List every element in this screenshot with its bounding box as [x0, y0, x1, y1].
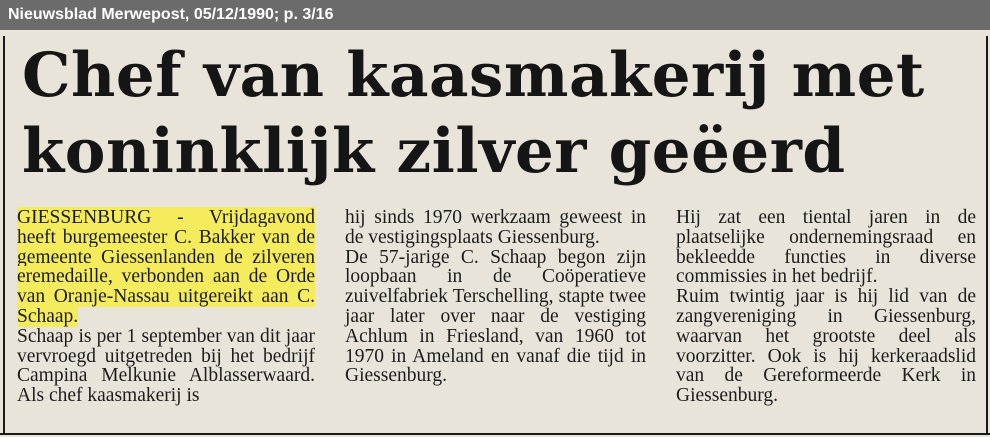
highlighted-text: GIESSENBURG - Vrijdagavond heeft burgemeester C. Bakker van de gemeente Giessenlanden de zilveren eremedaille, verbonden aan de Orde van Oranje-Nassau uitgereikt aan C. Schaap. — [17, 207, 315, 327]
paragraph — [17, 208, 315, 327]
paragraph — [17, 327, 315, 406]
article-column-2 — [345, 208, 646, 386]
paragraph-text: Hij zat een tiental jaren in de plaatselijke ondernemingsraad en bekleedde functies in diverse commissies in het bedrijf. — [676, 207, 976, 288]
paragraph-text: Schaap is per 1 september van dit jaar vervroegd uitgetreden bij het bedrijf Campina Melkunie Alblasserwaard. Als chef kaasmakerij is — [17, 325, 315, 407]
article-headline: Chef van kaasmakerij met koninklijk zilver geëerd — [22, 40, 925, 187]
paragraph-text: Ruim twintig jaar is hij lid van de zangvereniging in Giessenburg, waarvan het grootste deel als voorzitter. Ook is hij kerkeraadslid van de Gereformeerde Kerk in Giessenburg. — [676, 286, 976, 407]
right-border-rule — [986, 36, 988, 434]
article-column-1 — [17, 208, 315, 406]
paragraph — [345, 248, 646, 387]
article-column-3 — [676, 208, 976, 406]
paragraph — [345, 208, 646, 248]
paragraph — [676, 208, 976, 287]
source-caption: Nieuwsblad Merwepost, 05/12/1990; p. 3/16 — [0, 0, 990, 30]
paragraph — [676, 287, 976, 406]
bottom-border-rule — [0, 433, 990, 435]
paragraph-text: De 57-jarige C. Schaap begon zijn loopbaan in de Coöperatieve zuivelfabriek Terschelling, stapte twee jaar later over naar de vestiging Achlum in Friesland, van 1960 tot 1970 in Ameland en vanaf die tijd in Giessenburg. — [345, 246, 646, 387]
left-border-rule — [3, 36, 5, 434]
paragraph-text: hij sinds 1970 werkzaam geweest in de vestigingsplaats Giessenburg. — [345, 207, 646, 248]
